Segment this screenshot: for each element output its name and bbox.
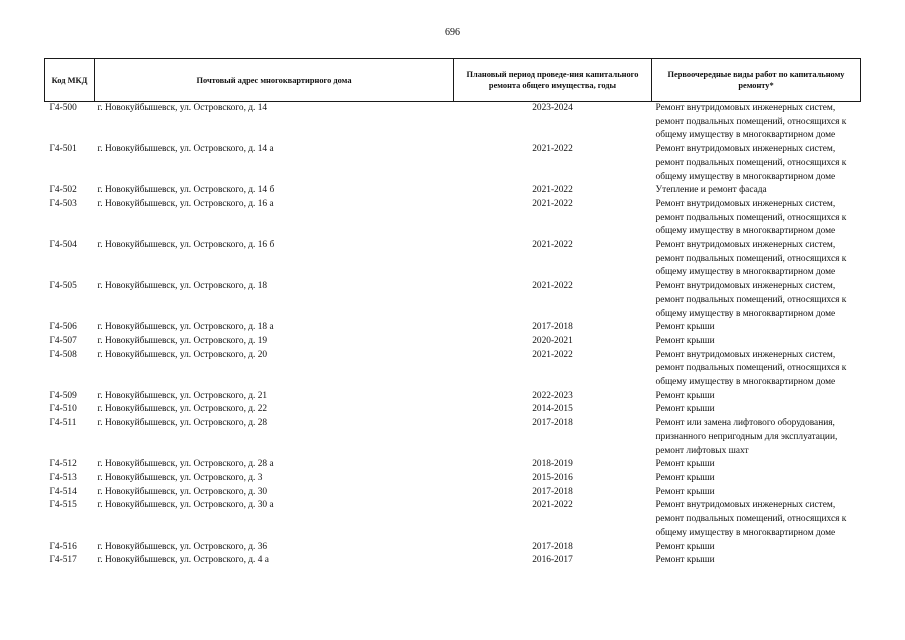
address-cell: г. Новокуйбышевск, ул. Островского, д. 18 а: [97, 322, 274, 333]
works-line: Ремонт крыши: [655, 486, 715, 497]
address-cell: г. Новокуйбышевск, ул. Островского, д. 19: [97, 335, 268, 346]
works-cell: [652, 184, 861, 198]
header-address: Почтовый адрес многоквартирного дома: [95, 59, 454, 102]
address-cell: г. Новокуйбышевск, ул. Островского, д. 36: [97, 541, 268, 552]
table-row: [45, 486, 861, 500]
mkd-code-cell: Г4-504: [49, 240, 77, 251]
works-line: Ремонт крыши: [655, 459, 715, 470]
mkd-code-cell: Г4-516: [49, 541, 77, 552]
address-cell: г. Новокуйбышевск, ул. Островского, д. 18: [97, 281, 268, 292]
works-line: ремонт подвальных помещений, относящихся к: [655, 514, 847, 525]
mkd-code-cell: Г4-511: [49, 418, 77, 429]
works-line: Ремонт или замена лифтового оборудования,: [655, 418, 835, 429]
mkd-code-cell: Г4-514: [49, 486, 77, 497]
works-line: общему имуществу в многоквартирном доме: [655, 226, 836, 237]
works-line: Ремонт крыши: [655, 404, 715, 415]
address-cell: г. Новокуйбышевск, ул. Островского, д. 16 б: [97, 240, 275, 251]
works-cell: [652, 198, 861, 239]
works-line: Ремонт крыши: [655, 472, 715, 483]
mkd-code-cell: Г4-507: [49, 335, 77, 346]
works-line: общему имуществу в многоквартирном доме: [655, 377, 836, 388]
works-line: ремонт подвальных помещений, относящихся к: [655, 116, 847, 127]
works-line: Ремонт внутридомовых инженерных систем,: [655, 500, 836, 511]
period-cell: 2021-2022: [532, 500, 573, 511]
works-line: Ремонт крыши: [655, 555, 715, 566]
address-cell: г. Новокуйбышевск, ул. Островского, д. 3: [97, 472, 263, 483]
table-body: [45, 102, 861, 568]
works-cell: [652, 280, 861, 321]
table-row: [45, 403, 861, 417]
mkd-code-cell: Г4-512: [49, 459, 77, 470]
works-line: общему имуществу в многоквартирном доме: [655, 130, 836, 141]
header-period: Плановый период проведе-ния капитального ремонта общего имущества, годы: [454, 59, 652, 102]
period-cell: 2017-2018: [532, 541, 573, 552]
works-line: ремонт лифтовых шахт: [655, 445, 749, 456]
works-line: ремонт подвальных помещений, относящихся к: [655, 363, 847, 374]
works-cell: [652, 321, 861, 335]
works-line: Ремонт крыши: [655, 390, 715, 401]
works-line: ремонт подвальных помещений, относящихся к: [655, 253, 847, 264]
period-cell: 2021-2022: [532, 240, 573, 251]
mkd-code-cell: Г4-506: [49, 322, 77, 333]
works-cell: [652, 335, 861, 349]
table-row: [45, 102, 861, 144]
table-row: [45, 280, 861, 321]
table-row: [45, 184, 861, 198]
table-row: [45, 321, 861, 335]
page-number: 696: [445, 27, 460, 38]
mkd-code-cell: Г4-503: [49, 198, 77, 209]
mkd-code-cell: Г4-505: [49, 281, 77, 292]
period-cell: 2021-2022: [532, 281, 573, 292]
period-cell: 2022-2023: [532, 390, 573, 401]
period-cell: 2023-2024: [532, 103, 573, 113]
table-row: [45, 472, 861, 486]
mkd-code-cell: Г4-500: [49, 103, 77, 113]
table-row: [45, 335, 861, 349]
address-cell: г. Новокуйбышевск, ул. Островского, д. 14 б: [97, 185, 275, 196]
mkd-code-cell: Г4-501: [49, 144, 77, 155]
period-cell: 2015-2016: [532, 472, 573, 483]
works-line: Ремонт крыши: [655, 322, 715, 333]
period-cell: 2020-2021: [532, 335, 573, 346]
table-header: [45, 59, 861, 102]
address-cell: г. Новокуйбышевск, ул. Островского, д. 30: [97, 486, 268, 497]
works-cell: [652, 554, 861, 568]
address-cell: г. Новокуйбышевск, ул. Островского, д. 14: [97, 103, 268, 113]
repair-plan-table: [44, 58, 861, 568]
period-cell: 2021-2022: [532, 349, 573, 360]
works-cell: [652, 239, 861, 280]
table-row: [45, 458, 861, 472]
period-cell: 2016-2017: [532, 555, 573, 566]
period-cell: 2017-2018: [532, 486, 573, 497]
mkd-code-cell: Г4-517: [49, 555, 77, 566]
table-row: [45, 198, 861, 239]
address-cell: г. Новокуйбышевск, ул. Островского, д. 22: [97, 404, 268, 415]
works-cell: [652, 458, 861, 472]
table-row: [45, 143, 861, 184]
table-row: [45, 417, 861, 458]
works-line: Ремонт внутридомовых инженерных систем,: [655, 144, 836, 155]
works-line: признанного непригодным для эксплуатации,: [655, 431, 838, 442]
mkd-code-cell: Г4-513: [49, 472, 77, 483]
works-line: Ремонт внутридомовых инженерных систем,: [655, 103, 836, 113]
table-row: [45, 349, 861, 390]
address-cell: г. Новокуйбышевск, ул. Островского, д. 21: [97, 390, 268, 401]
works-cell: [652, 472, 861, 486]
address-cell: г. Новокуйбышевск, ул. Островского, д. 28 а: [97, 459, 274, 470]
period-cell: 2021-2022: [532, 144, 573, 155]
table-row: [45, 541, 861, 555]
works-line: ремонт подвальных помещений, относящихся к: [655, 212, 847, 223]
works-line: ремонт подвальных помещений, относящихся к: [655, 157, 847, 168]
works-line: ремонт подвальных помещений, относящихся к: [655, 294, 847, 305]
header-code: Код МКД: [45, 59, 95, 102]
period-cell: 2021-2022: [532, 185, 573, 196]
works-line: Ремонт крыши: [655, 541, 715, 552]
period-cell: 2017-2018: [532, 322, 573, 333]
works-cell: [652, 102, 861, 144]
works-cell: [652, 499, 861, 540]
address-cell: г. Новокуйбышевск, ул. Островского, д. 14 а: [97, 144, 274, 155]
period-cell: 2021-2022: [532, 198, 573, 209]
works-cell: [652, 143, 861, 184]
table-row: [45, 390, 861, 404]
header-works: Первоочередные виды работ по капитальному ремонту*: [652, 59, 861, 102]
address-cell: г. Новокуйбышевск, ул. Островского, д. 30 а: [97, 500, 274, 511]
works-line: общему имуществу в многоквартирном доме: [655, 171, 836, 182]
mkd-code-cell: Г4-510: [49, 404, 77, 415]
works-line: Ремонт внутридомовых инженерных систем,: [655, 198, 836, 209]
address-cell: г. Новокуйбышевск, ул. Островского, д. 16 а: [97, 198, 274, 209]
works-line: общему имуществу в многоквартирном доме: [655, 527, 836, 538]
works-line: общему имуществу в многоквартирном доме: [655, 267, 836, 278]
works-line: Ремонт внутридомовых инженерных систем,: [655, 349, 836, 360]
works-cell: [652, 390, 861, 404]
works-line: Ремонт внутридомовых инженерных систем,: [655, 281, 836, 292]
table-row: [45, 239, 861, 280]
works-cell: [652, 417, 861, 458]
works-line: Ремонт крыши: [655, 335, 715, 346]
period-cell: 2018-2019: [532, 459, 573, 470]
works-cell: [652, 486, 861, 500]
address-cell: г. Новокуйбышевск, ул. Островского, д. 20: [97, 349, 268, 360]
period-cell: 2017-2018: [532, 418, 573, 429]
works-line: Ремонт внутридомовых инженерных систем,: [655, 240, 836, 251]
mkd-code-cell: Г4-502: [49, 185, 77, 196]
mkd-code-cell: Г4-509: [49, 390, 77, 401]
works-cell: [652, 349, 861, 390]
table-row: [45, 554, 861, 568]
table-row: [45, 499, 861, 540]
address-cell: г. Новокуйбышевск, ул. Островского, д. 28: [97, 418, 268, 429]
mkd-code-cell: Г4-508: [49, 349, 77, 360]
mkd-code-cell: Г4-515: [49, 500, 77, 511]
works-line: общему имуществу в многоквартирном доме: [655, 308, 836, 319]
works-cell: [652, 403, 861, 417]
address-cell: г. Новокуйбышевск, ул. Островского, д. 4 а: [97, 555, 269, 566]
works-line: Утепление и ремонт фасада: [655, 185, 767, 196]
works-cell: [652, 541, 861, 555]
period-cell: 2014-2015: [532, 404, 573, 415]
